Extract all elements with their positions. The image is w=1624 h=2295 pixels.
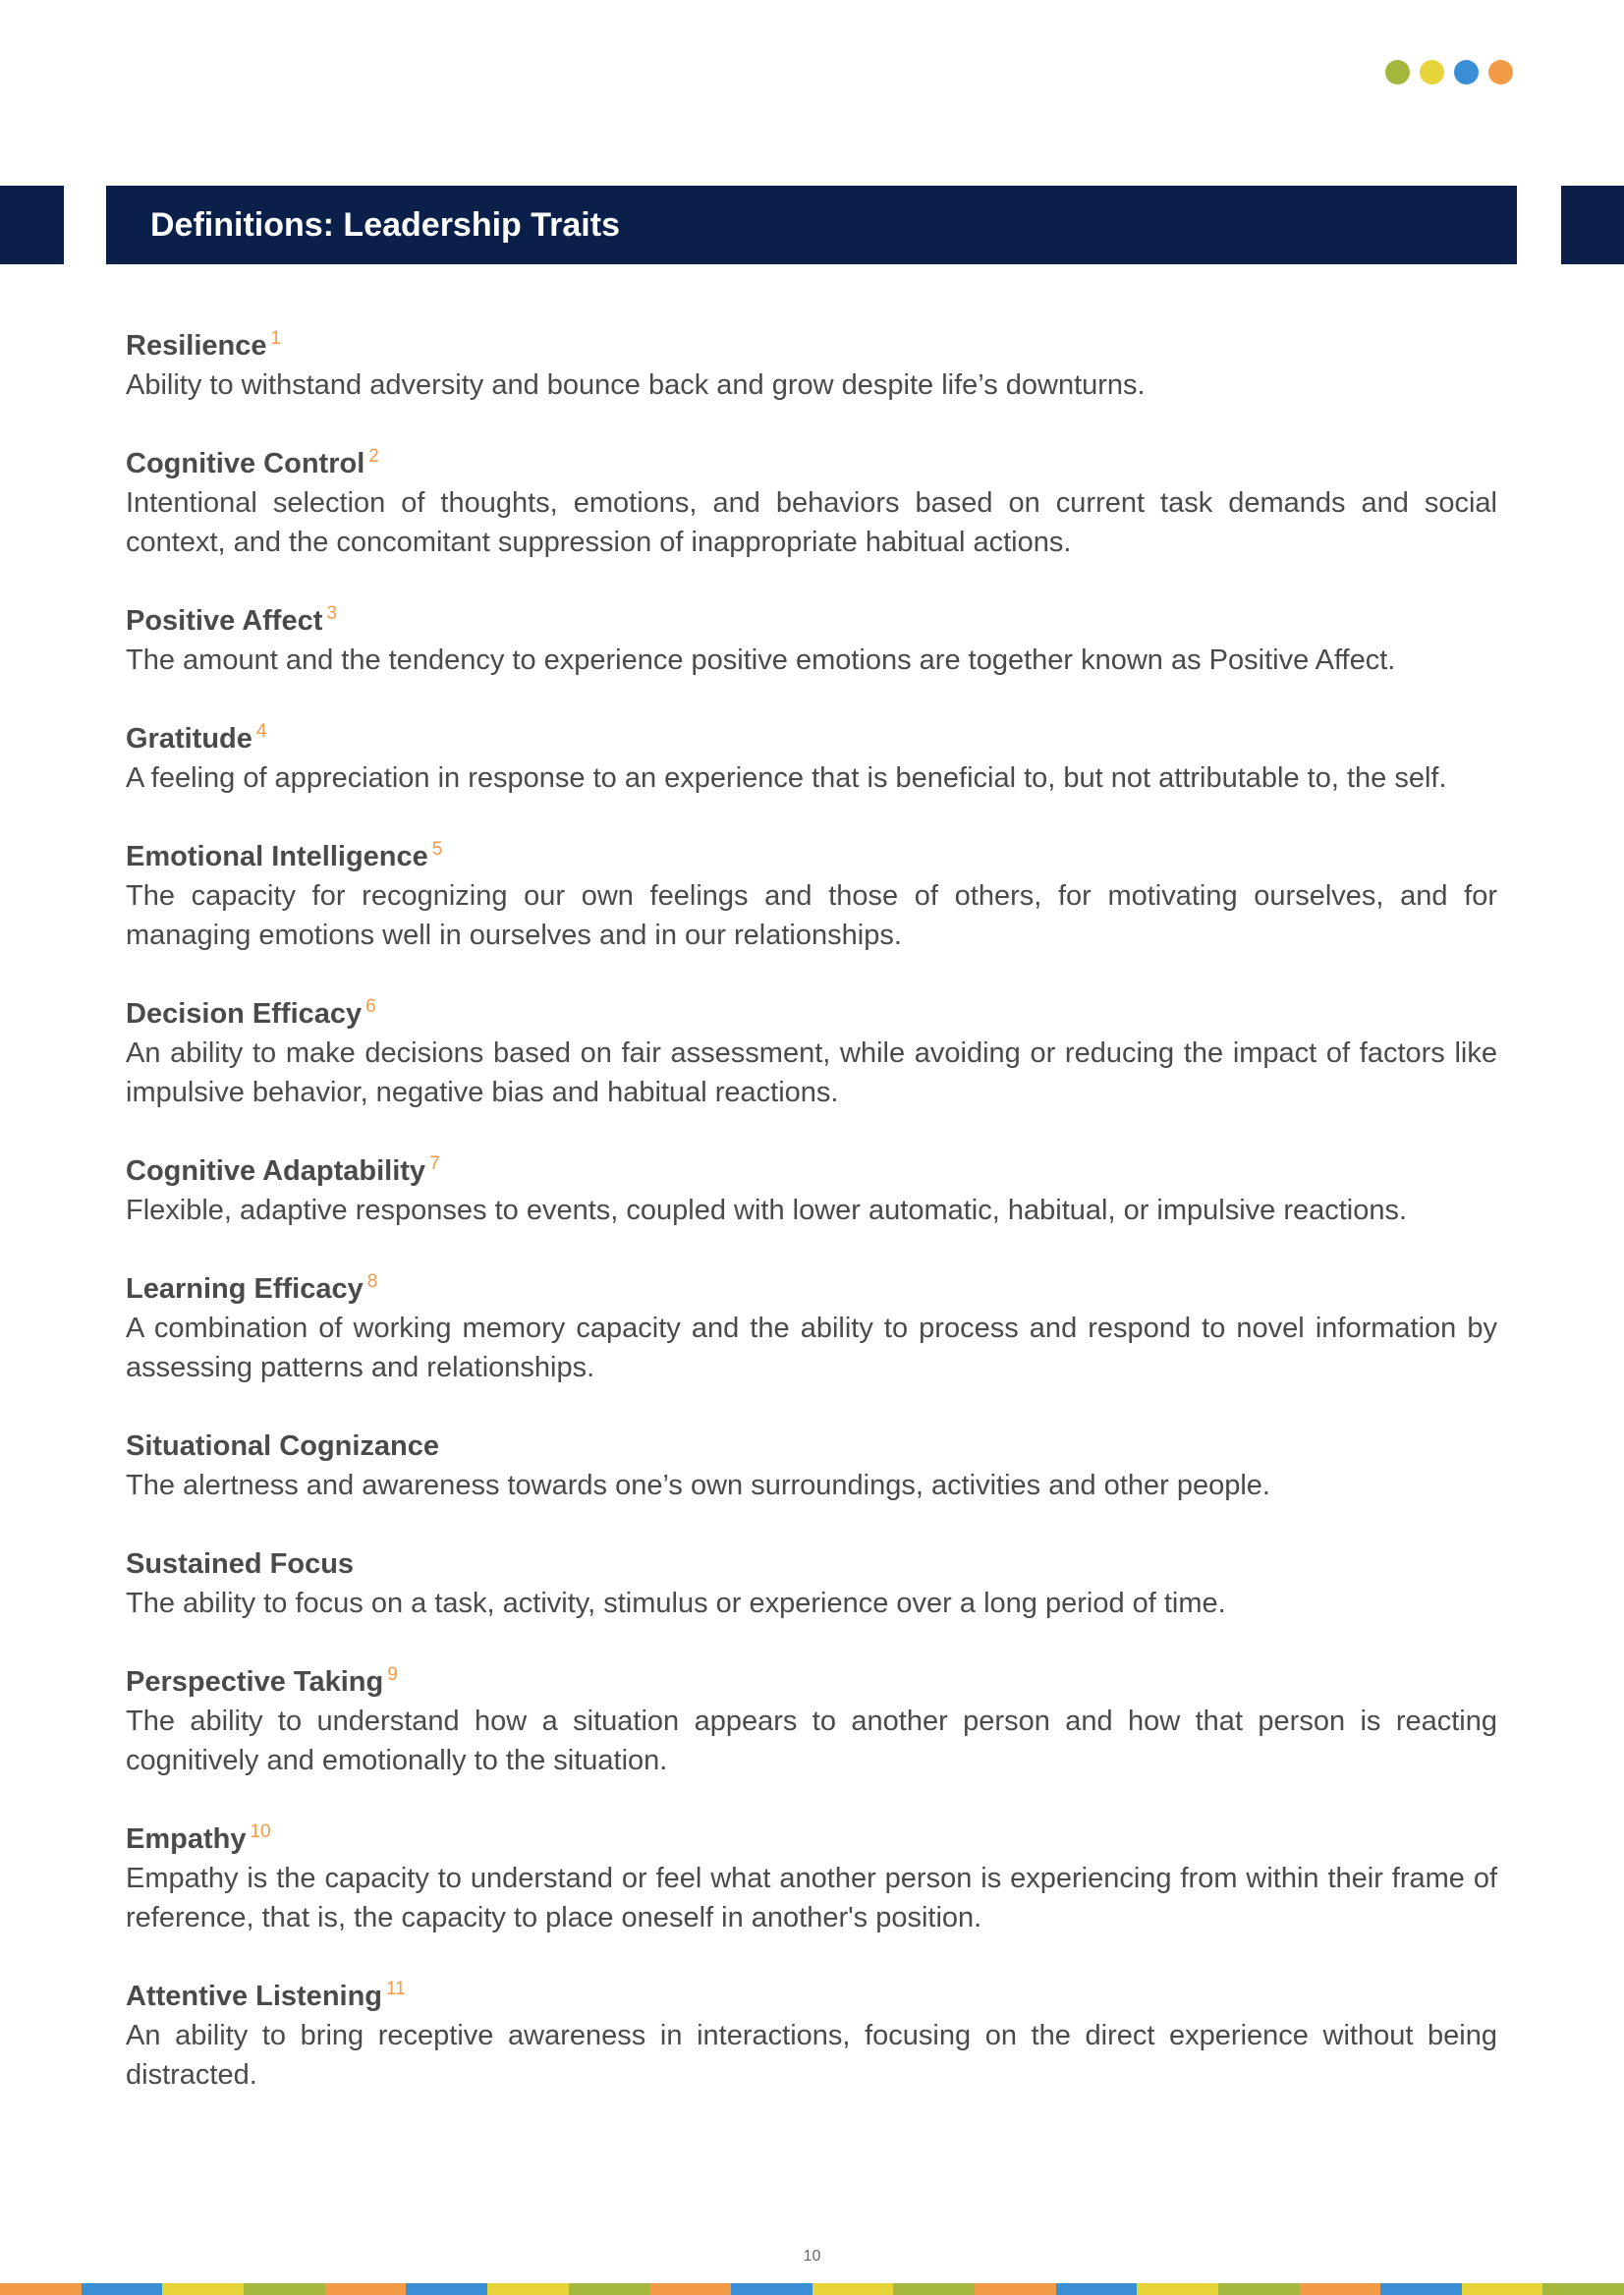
- term-definition: The capacity for recognizing our own feelings and those of others, for motivating ourselves, and for managing emotions well in ourselves and in our relationships.: [126, 880, 1497, 951]
- stripe-segment: [731, 2283, 812, 2295]
- term-name: Resilience: [126, 330, 267, 362]
- footnote-ref: 8: [366, 1271, 378, 1293]
- footnote-ref: 3: [326, 603, 337, 625]
- footnote-ref: 7: [429, 1153, 440, 1175]
- term-decision-efficacy: [126, 994, 1497, 1112]
- term-definition: The amount and the tendency to experience positive emotions are together known as Positive Affect.: [126, 644, 1396, 676]
- header-dots: [1385, 60, 1513, 84]
- term-definition: Ability to withstand adversity and bounce back and grow despite life’s downturns.: [126, 369, 1146, 401]
- term-name: Cognitive Adaptability: [126, 1155, 426, 1187]
- stripe-segment: [325, 2283, 407, 2295]
- stripe-segment: [975, 2283, 1056, 2295]
- stripe-segment: [893, 2283, 975, 2295]
- term-cognitive-control: [126, 444, 1497, 562]
- term-definition: A combination of working memory capacity and the ability to process and respond to novel information by assessing patterns and relationships.: [126, 1313, 1497, 1383]
- term-name: Sustained Focus: [126, 1548, 355, 1580]
- stripe-segment: [406, 2283, 487, 2295]
- page-title: Definitions: Leadership Traits: [150, 205, 620, 244]
- footer-color-stripe: [0, 2283, 1624, 2295]
- term-positive-affect: [126, 601, 1497, 680]
- stripe-segment: [649, 2283, 731, 2295]
- title-bar-right-block: [1561, 186, 1624, 264]
- title-bar-left-block: [0, 186, 64, 264]
- blue-dot-icon: [1454, 60, 1479, 84]
- footnote-ref: 9: [387, 1664, 398, 1686]
- term-emotional-intelligence: [126, 837, 1497, 955]
- stripe-segment: [1542, 2283, 1624, 2295]
- footnote-ref: 2: [368, 446, 379, 468]
- term-definition: An ability to make decisions based on fair assessment, while avoiding or reducing the impact of factors like impulsive behavior, negative bias and habitual reactions.: [126, 1037, 1497, 1108]
- term-attentive-listening: [126, 1977, 1497, 2095]
- term-definition: The ability to understand how a situation appears to another person and how that person is reacting cognitively and emotionally to the situation.: [126, 1706, 1497, 1776]
- yellow-dot-icon: [1420, 60, 1444, 84]
- term-definition: An ability to bring receptive awareness in interactions, focusing on the direct experience without being distracted.: [126, 2020, 1497, 2091]
- term-sustained-focus: [126, 1544, 1497, 1623]
- footnote-ref: 1: [270, 328, 282, 350]
- title-bar: [106, 186, 1517, 264]
- stripe-segment: [812, 2283, 894, 2295]
- footnote-ref: 10: [250, 1821, 271, 1843]
- term-situational-cognizance: [126, 1427, 1497, 1505]
- term-cognitive-adaptability: [126, 1151, 1497, 1230]
- stripe-segment: [244, 2283, 325, 2295]
- term-definition: Empathy is the capacity to understand or feel what another person is experiencing from within their frame of reference, that is, the capacity to place oneself in another's position.: [126, 1863, 1497, 1933]
- page-number: 10: [803, 2248, 821, 2265]
- term-name: Positive Affect: [126, 605, 323, 637]
- stripe-segment: [1300, 2283, 1381, 2295]
- term-name: Emotional Intelligence: [126, 841, 428, 872]
- term-name: Attentive Listening: [126, 1981, 383, 2012]
- term-name: Cognitive Control: [126, 448, 365, 479]
- term-definition: The ability to focus on a task, activity, stimulus or experience over a long period of time.: [126, 1588, 1226, 1619]
- term-name: Situational Cognizance: [126, 1430, 440, 1462]
- term-definition: The alertness and awareness towards one’s own surroundings, activities and other people.: [126, 1470, 1270, 1501]
- term-definition: Flexible, adaptive responses to events, coupled with lower automatic, habitual, or impulsive reactions.: [126, 1195, 1408, 1226]
- term-name: Perspective Taking: [126, 1666, 384, 1698]
- term-name: Empathy: [126, 1823, 247, 1855]
- stripe-segment: [1137, 2283, 1218, 2295]
- green-dot-icon: [1385, 60, 1410, 84]
- term-name: Decision Efficacy: [126, 998, 363, 1030]
- term-name: Gratitude: [126, 723, 252, 755]
- stripe-segment: [487, 2283, 569, 2295]
- stripe-segment: [1218, 2283, 1300, 2295]
- term-empathy: [126, 1819, 1497, 1937]
- term-perspective-taking: [126, 1662, 1497, 1780]
- stripe-segment: [1056, 2283, 1138, 2295]
- term-definition: A feeling of appreciation in response to an experience that is beneficial to, but not attributable to, the self.: [126, 762, 1447, 794]
- term-learning-efficacy: [126, 1269, 1497, 1387]
- stripe-segment: [162, 2283, 244, 2295]
- footnote-ref: 11: [386, 1979, 406, 2000]
- stripe-segment: [0, 2283, 82, 2295]
- term-name: Learning Efficacy: [126, 1273, 364, 1305]
- definitions-list: [126, 326, 1497, 2134]
- footnote-ref: 6: [365, 996, 376, 1018]
- stripe-segment: [82, 2283, 163, 2295]
- term-definition: Intentional selection of thoughts, emotions, and behaviors based on current task demands and social context, and the concomitant suppression of inappropriate habitual actions.: [126, 487, 1497, 558]
- orange-dot-icon: [1488, 60, 1513, 84]
- term-gratitude: [126, 719, 1497, 798]
- stripe-segment: [1380, 2283, 1462, 2295]
- footnote-ref: 5: [431, 839, 443, 861]
- footnote-ref: 4: [255, 721, 267, 743]
- stripe-segment: [569, 2283, 650, 2295]
- term-resilience: [126, 326, 1497, 405]
- stripe-segment: [1462, 2283, 1543, 2295]
